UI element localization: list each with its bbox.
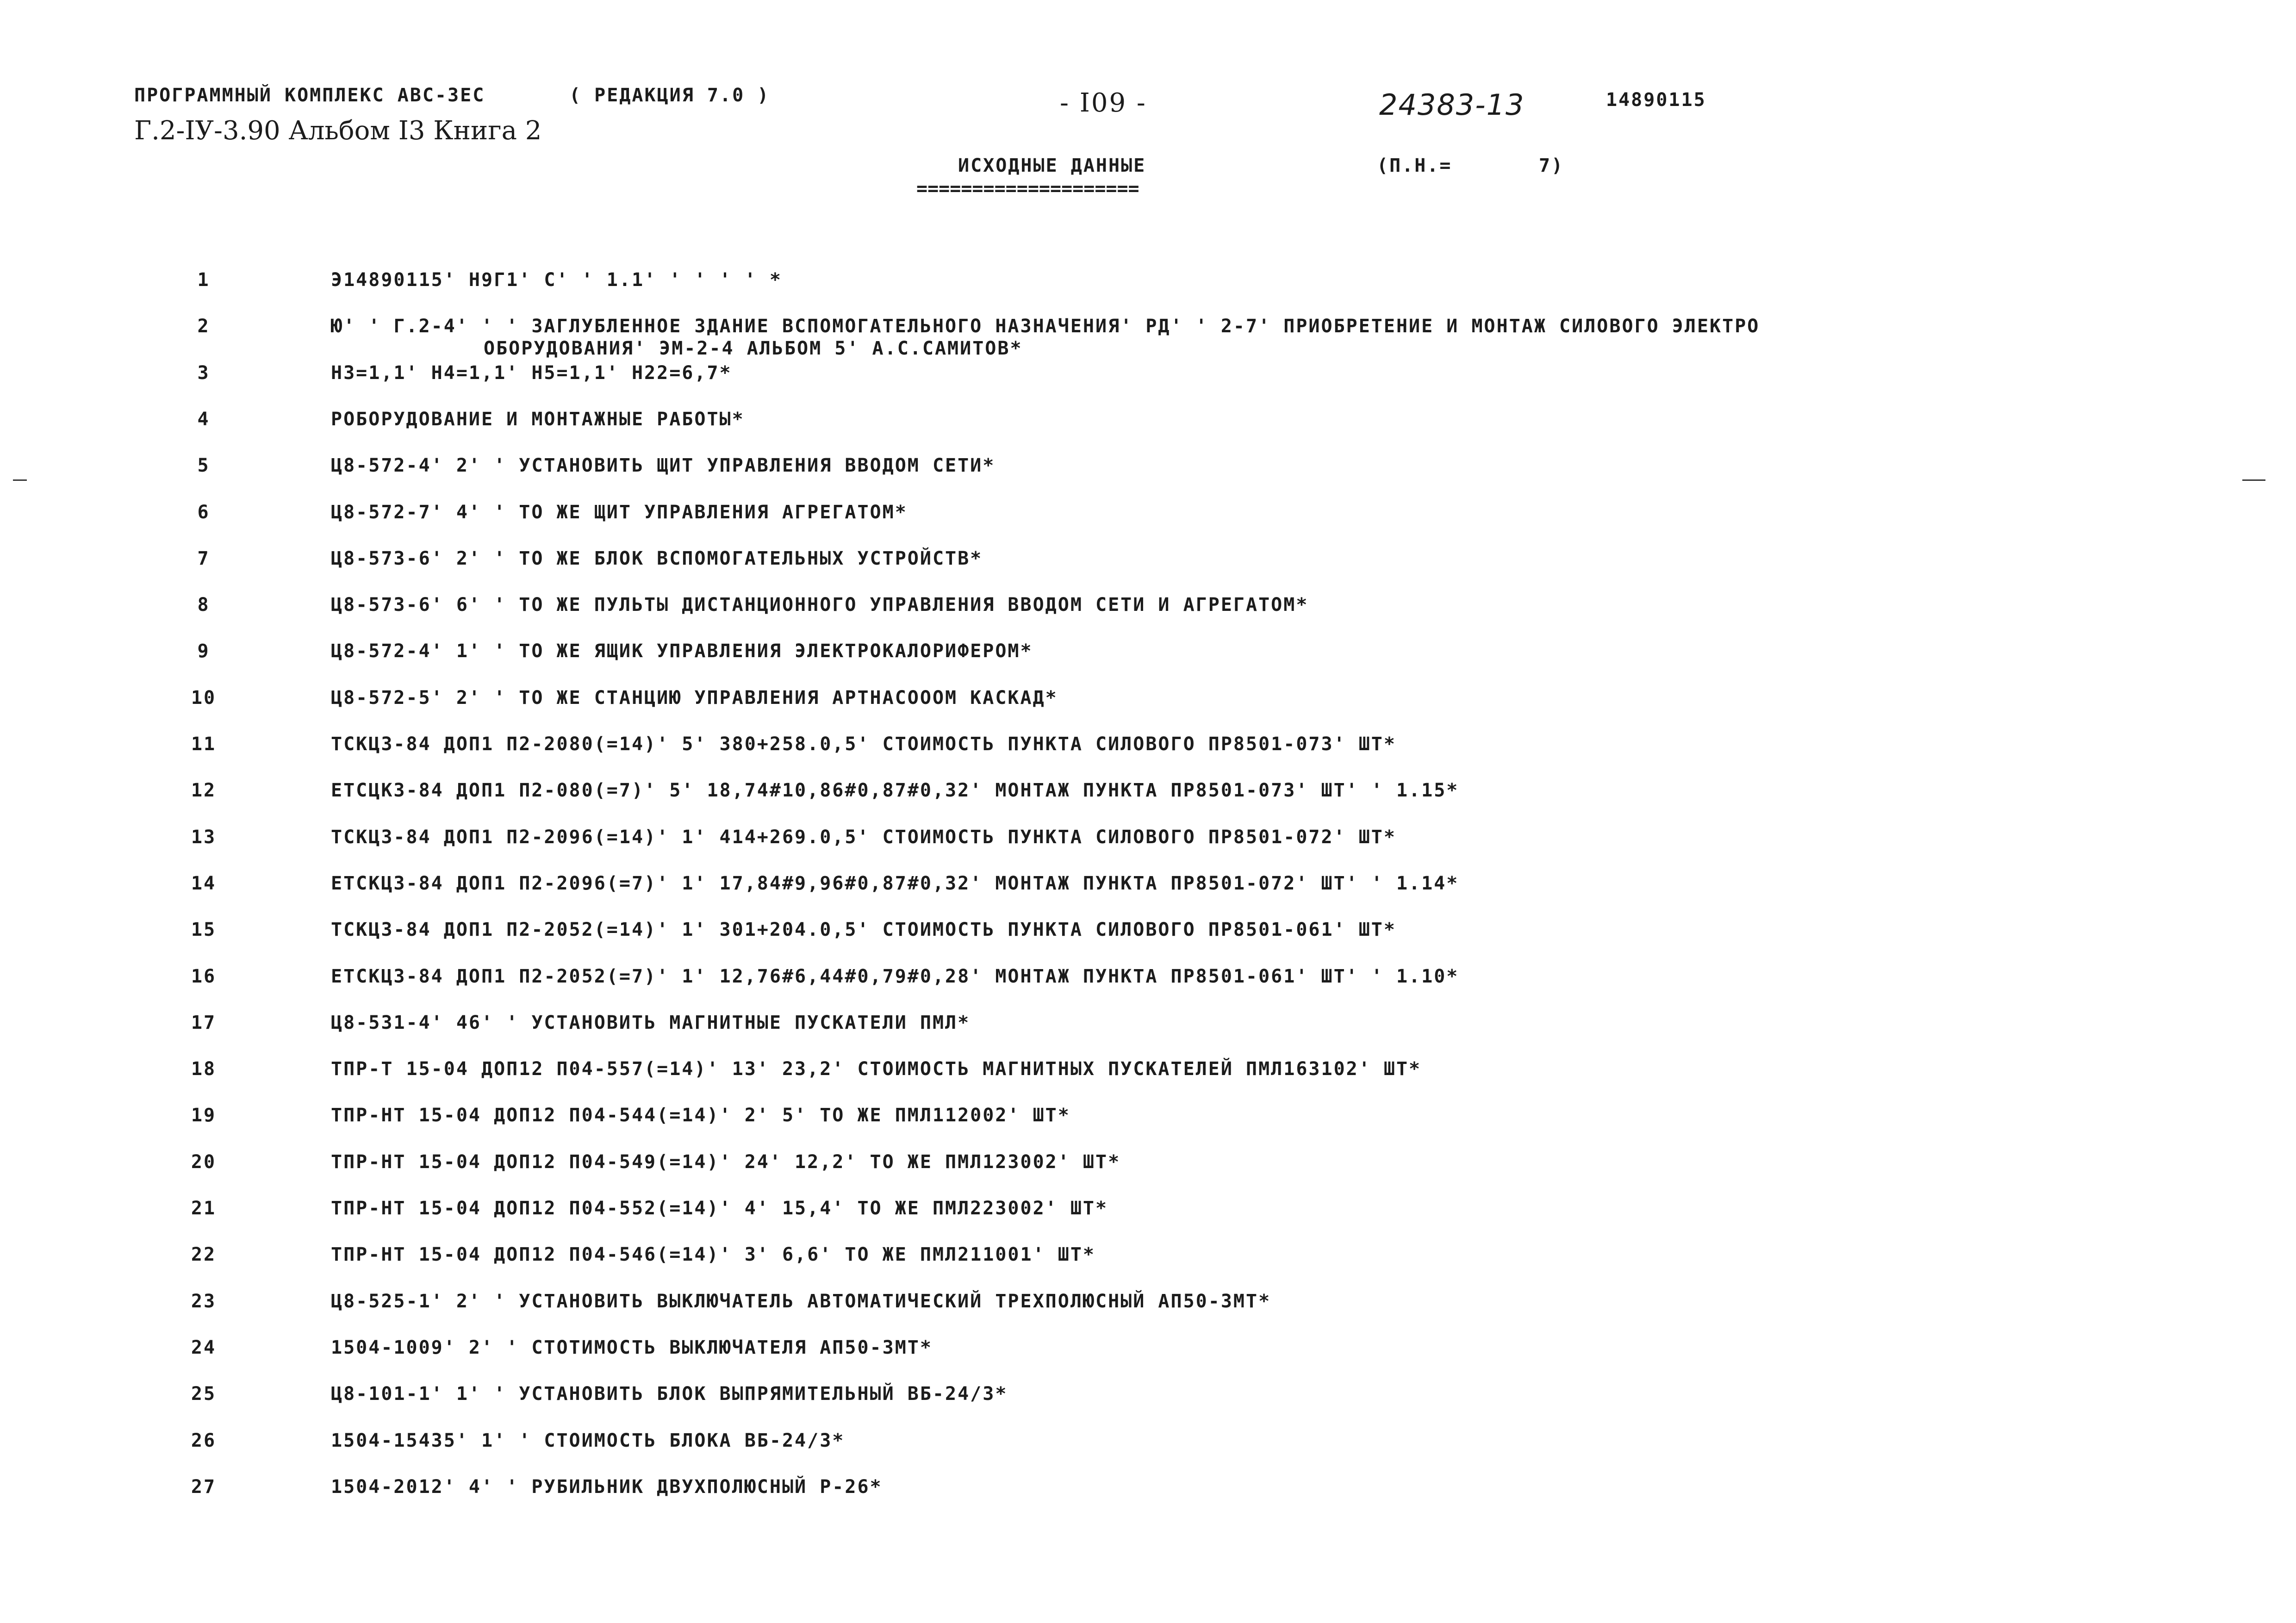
row-number: 3 — [197, 362, 210, 384]
margin-mark-right — [2242, 479, 2265, 481]
row-text: Н3=1,1' Н4=1,1' Н5=1,1' Н22=6,7* — [331, 362, 732, 384]
row-text: Ц8-573-6' 6' ' ТО ЖЕ ПУЛЬТЫ ДИСТАНЦИОННОГО УПРАВЛЕНИЯ ВВОДОМ СЕТИ И АГРЕГАТОМ* — [331, 594, 1309, 616]
row-number: 12 — [191, 780, 217, 801]
row-text: Ц8-531-4' 46' ' УСТАНОВИТЬ МАГНИТНЫЕ ПУСКАТЕЛИ ПМЛ* — [331, 1012, 971, 1033]
row-text: ТПР-НТ 15-04 ДОП12 П04-549(=14)' 24' 12,2' ТО ЖЕ ПМЛ123002' ШТ* — [331, 1151, 1121, 1173]
row-text: ЕТСКЦЗ-84 ДОП1 П2-2052(=7)' 1' 12,76#6,44#0,79#0,28' МОНТАЖ ПУНКТА ПР8501-061' ШТ' ' 1.10* — [331, 966, 1459, 987]
row-text: РОБОРУДОВАНИЕ И МОНТАЖНЫЕ РАБОТЫ* — [331, 409, 745, 430]
row-text: ТПР-НТ 15-04 ДОП12 П04-552(=14)' 4' 15,4' ТО ЖЕ ПМЛ223002' ШТ* — [331, 1198, 1108, 1219]
program-name: ПРОГРАММНЫЙ КОМПЛЕКС АВС-ЗЕС — [134, 85, 485, 106]
row-number: 2 — [197, 316, 210, 337]
row-text: ЕТСЦКЗ-84 ДОП1 П2-080(=7)' 5' 18,74#10,86#0,87#0,32' МОНТАЖ ПУНКТА ПР8501-073' ШТ' ' 1.15* — [331, 780, 1459, 801]
row-number: 22 — [191, 1244, 217, 1265]
row-text: ТПР-НТ 15-04 ДОП12 П04-544(=14)' 2' 5' ТО ЖЕ ПМЛ112002' ШТ* — [331, 1105, 1070, 1126]
row-number: 21 — [191, 1198, 217, 1219]
margin-mark-left — [13, 479, 27, 481]
row-number: 27 — [191, 1476, 217, 1498]
row-text: Ц8-572-7' 4' ' ТО ЖЕ ЩИТ УПРАВЛЕНИЯ АГРЕГАТОМ* — [331, 502, 908, 523]
row-number: 14 — [191, 873, 217, 894]
row-text: ТСКЦЗ-84 ДОП1 П2-2052(=14)' 1' 301+204.0,5' СТОИМОСТЬ ПУНКТА СИЛОВОГО ПР8501-061' ШТ* — [331, 919, 1396, 940]
row-text: Ц8-101-1' 1' ' УСТАНОВИТЬ БЛОК ВЫПРЯМИТЕЛЬНЫЙ ВБ-24/3* — [331, 1383, 1008, 1405]
document-id: 14890115 — [1606, 89, 1706, 111]
row-number: 7 — [197, 548, 210, 569]
row-text: ТПР-Т 15-04 ДОП12 П04-557(=14)' 13' 23,2' СТОИМОСТЬ МАГНИТНЫХ ПУСКАТЕЛЕЙ ПМЛ163102' ШТ* — [331, 1058, 1422, 1080]
row-number: 10 — [191, 687, 217, 709]
row-number: 20 — [191, 1151, 217, 1173]
handwritten-code: 24383-13 — [1379, 88, 1525, 122]
row-number: 15 — [191, 919, 217, 940]
row-text: ЕТСКЦЗ-84 ДОП1 П2-2096(=7)' 1' 17,84#9,96#0,87#0,32' МОНТАЖ ПУНКТА ПР8501-072' ШТ' ' 1.14* — [331, 873, 1459, 894]
row-text: 1504-15435' 1' ' СТОИМОСТЬ БЛОКА ВБ-24/3* — [331, 1430, 845, 1451]
row-number: 11 — [191, 734, 217, 755]
row-number: 16 — [191, 966, 217, 987]
row-number: 24 — [191, 1337, 217, 1358]
section-title-underline: ==================== — [916, 178, 1139, 199]
row-number: 1 — [197, 269, 210, 291]
row-text: Ц8-525-1' 2' ' УСТАНОВИТЬ ВЫКЛЮЧАТЕЛЬ АВТОМАТИЧЕСКИЙ ТРЕХПОЛЮСНЫЙ АП50-3МТ* — [331, 1291, 1271, 1312]
pn-value: 7) — [1539, 155, 1564, 176]
edition-label: ( РЕДАКЦИЯ 7.0 ) — [569, 85, 770, 106]
row-text: Ц8-572-4' 2' ' УСТАНОВИТЬ ЩИТ УПРАВЛЕНИЯ ВВОДОМ СЕТИ* — [331, 455, 996, 476]
row-number: 9 — [197, 640, 210, 662]
row-number: 13 — [191, 827, 217, 848]
row-number: 4 — [197, 409, 210, 430]
row-text: Ц8-572-4' 1' ' ТО ЖЕ ЯЩИК УПРАВЛЕНИЯ ЭЛЕКТРОКАЛОРИФЕРОМ* — [331, 640, 1033, 662]
row-text: Э14890115' Н9Г1' С' ' 1.1' ' ' ' ' * — [331, 269, 782, 291]
row-text: Ц8-573-6' 2' ' ТО ЖЕ БЛОК ВСПОМОГАТЕЛЬНЫХ УСТРОЙСТВ* — [331, 548, 983, 569]
row-text: ТСКЦЗ-84 ДОП1 П2-2080(=14)' 5' 380+258.0,5' СТОИМОСТЬ ПУНКТА СИЛОВОГО ПР8501-073' ШТ* — [331, 734, 1396, 755]
row-text: 1504-2012' 4' ' РУБИЛЬНИК ДВУХПОЛЮСНЫЙ Р-26* — [331, 1476, 883, 1498]
row-text: 1504-1009' 2' ' СТОТИМОСТЬ ВЫКЛЮЧАТЕЛЯ АП50-3МТ* — [331, 1337, 933, 1358]
row-number: 6 — [197, 502, 210, 523]
page-number: - I09 - — [1060, 88, 1147, 118]
row-number: 25 — [191, 1383, 217, 1405]
row-number: 26 — [191, 1430, 217, 1451]
row-text: ТПР-НТ 15-04 ДОП12 П04-546(=14)' 3' 6,6' ТО ЖЕ ПМЛ211001' ШТ* — [331, 1244, 1096, 1265]
row-number: 18 — [191, 1058, 217, 1080]
section-title: ИСХОДНЫЕ ДАННЫЕ — [958, 155, 1146, 176]
row-number: 23 — [191, 1291, 217, 1312]
row-text: ТСКЦЗ-84 ДОП1 П2-2096(=14)' 1' 414+269.0,5' СТОИМОСТЬ ПУНКТА СИЛОВОГО ПР8501-072' ШТ* — [331, 827, 1396, 848]
album-reference: Г.2-IУ-3.90 Альбом I3 Книга 2 — [134, 116, 542, 146]
row-number: 8 — [197, 594, 210, 616]
row-number: 5 — [197, 455, 210, 476]
pn-label: (П.Н.= — [1377, 155, 1452, 176]
row-text: Ю' ' Г.2-4' ' ' ЗАГЛУБЛЕННОЕ ЗДАНИЕ ВСПОМОГАТЕЛЬНОГО НАЗНАЧЕНИЯ' РД' ' 2-7' ПРИОБРЕТЕНИЕ И МОНТАЖ СИЛОВОГО ЭЛЕКТРО — [331, 316, 1760, 337]
row-text-continuation: ОБОРУДОВАНИЯ' ЭМ-2-4 АЛЬБОМ 5' А.С.САМИТОВ* — [484, 338, 1023, 359]
row-number: 17 — [191, 1012, 217, 1033]
row-text: Ц8-572-5' 2' ' ТО ЖЕ СТАНЦИЮ УПРАВЛЕНИЯ АРТНАСОООМ КАСКАД* — [331, 687, 1058, 709]
row-number: 19 — [191, 1105, 217, 1126]
